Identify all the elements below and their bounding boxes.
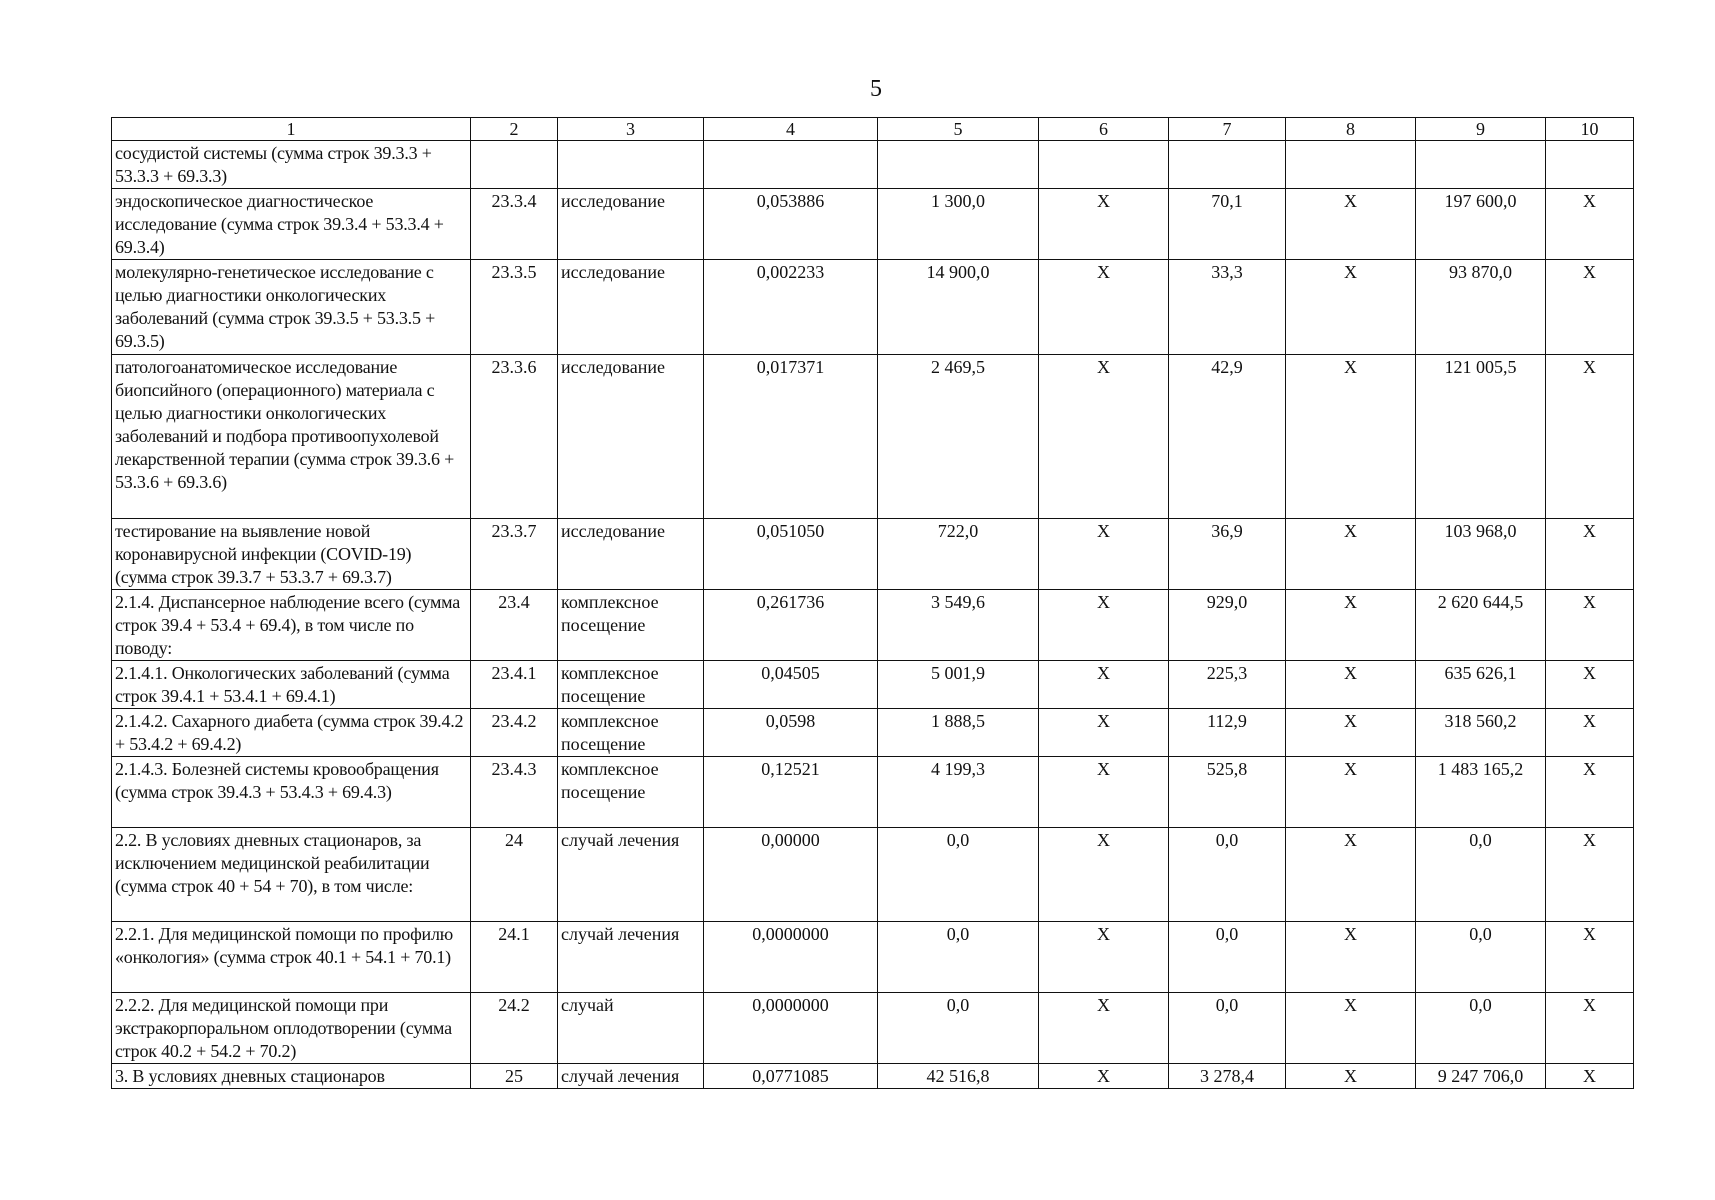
value-cell: Х	[1039, 828, 1169, 922]
row-description-cell: патологоанатомическое исследование биопсийного (операционного) материала с целью диагностики онкологических заболеваний и подбора противоопухолевой лекарственной терапии (сумма строк 39.3.6 + 53.3.6 + 69.3.6)	[112, 355, 471, 519]
row-description-cell: 2.2.1. Для медицинской помощи по профилю «онкология» (сумма строк 40.1 + 54.1 + 70.1)	[112, 922, 471, 993]
value-cell: 103 968,0	[1416, 519, 1546, 590]
column-header: 7	[1169, 118, 1286, 141]
row-number-cell: 23.4.2	[471, 709, 558, 757]
column-header: 4	[704, 118, 878, 141]
row-description-cell: 2.1.4.3. Болезней системы кровообращения (сумма строк 39.4.3 + 53.4.3 + 69.4.3)	[112, 757, 471, 828]
table-row	[112, 141, 1634, 189]
value-cell: 635 626,1	[1416, 661, 1546, 709]
value-cell: 14 900,0	[878, 260, 1039, 355]
value-cell: 0,0	[1169, 922, 1286, 993]
row-description-cell: эндоскопическое диагностическое исследование (сумма строк 39.3.4 + 53.3.4 + 69.3.4)	[112, 189, 471, 260]
value-cell	[1286, 141, 1416, 189]
row-description-cell: 2.1.4.2. Сахарного диабета (сумма строк 39.4.2 + 53.4.2 + 69.4.2)	[112, 709, 471, 757]
row-number-cell	[471, 141, 558, 189]
value-cell: 42 516,8	[878, 1064, 1039, 1089]
value-cell: Х	[1546, 189, 1634, 260]
value-cell: 0,0771085	[704, 1064, 878, 1089]
value-cell: 1 483 165,2	[1416, 757, 1546, 828]
unit-cell: комплексное посещение	[558, 590, 704, 661]
value-cell: Х	[1286, 355, 1416, 519]
value-cell: 93 870,0	[1416, 260, 1546, 355]
column-header: 10	[1546, 118, 1634, 141]
value-cell: Х	[1286, 519, 1416, 590]
value-cell: Х	[1546, 519, 1634, 590]
value-cell: Х	[1286, 709, 1416, 757]
value-cell: 0,0000000	[704, 993, 878, 1064]
row-description-cell: сосудистой системы (сумма строк 39.3.3 + 53.3.3 + 69.3.3)	[112, 141, 471, 189]
row-description-cell: 2.2.2. Для медицинской помощи при экстракорпоральном оплодотворении (сумма строк 40.2 + 54.2 + 70.2)	[112, 993, 471, 1064]
unit-cell: случай лечения	[558, 828, 704, 922]
value-cell: 0,051050	[704, 519, 878, 590]
unit-cell: комплексное посещение	[558, 757, 704, 828]
value-cell: Х	[1039, 993, 1169, 1064]
row-description-cell: 3. В условиях дневных стационаров	[112, 1064, 471, 1089]
row-description-cell: 2.2. В условиях дневных стационаров, за исключением медицинской реабилитации (сумма строк 40 + 54 + 70), в том числе:	[112, 828, 471, 922]
value-cell: 0,0	[878, 828, 1039, 922]
unit-cell: исследование	[558, 355, 704, 519]
column-header: 6	[1039, 118, 1169, 141]
value-cell: 36,9	[1169, 519, 1286, 590]
value-cell: Х	[1546, 993, 1634, 1064]
value-cell: 112,9	[1169, 709, 1286, 757]
page-number: 5	[870, 76, 882, 102]
value-cell: Х	[1546, 1064, 1634, 1089]
row-number-cell: 24.2	[471, 993, 558, 1064]
value-cell: 929,0	[1169, 590, 1286, 661]
value-cell: Х	[1039, 590, 1169, 661]
value-cell: 4 199,3	[878, 757, 1039, 828]
value-cell: 1 300,0	[878, 189, 1039, 260]
row-number-cell: 25	[471, 1064, 558, 1089]
value-cell: 0,0	[878, 993, 1039, 1064]
table-row	[112, 260, 1634, 355]
value-cell: Х	[1546, 828, 1634, 922]
row-description-cell: 2.1.4. Диспансерное наблюдение всего (сумма строк 39.4 + 53.4 + 69.4), в том числе по поводу:	[112, 590, 471, 661]
value-cell: Х	[1286, 189, 1416, 260]
value-cell: 0,12521	[704, 757, 878, 828]
unit-cell	[558, 141, 704, 189]
value-cell: 0,0	[878, 922, 1039, 993]
value-cell	[1546, 141, 1634, 189]
column-header: 3	[558, 118, 704, 141]
unit-cell: случай	[558, 993, 704, 1064]
table-row	[112, 519, 1634, 590]
unit-cell: исследование	[558, 189, 704, 260]
value-cell	[704, 141, 878, 189]
unit-cell: исследование	[558, 260, 704, 355]
row-number-cell: 24	[471, 828, 558, 922]
value-cell: Х	[1039, 355, 1169, 519]
value-cell: 2 620 644,5	[1416, 590, 1546, 661]
unit-cell: комплексное посещение	[558, 709, 704, 757]
table-row	[112, 189, 1634, 260]
value-cell: 33,3	[1169, 260, 1286, 355]
row-number-cell: 23.3.5	[471, 260, 558, 355]
value-cell: Х	[1039, 519, 1169, 590]
column-header: 8	[1286, 118, 1416, 141]
value-cell: 70,1	[1169, 189, 1286, 260]
value-cell: Х	[1286, 993, 1416, 1064]
table-row	[112, 661, 1634, 709]
value-cell: 0,00000	[704, 828, 878, 922]
value-cell: Х	[1546, 590, 1634, 661]
value-cell: 0,002233	[704, 260, 878, 355]
value-cell: Х	[1286, 922, 1416, 993]
value-cell: 0,0	[1169, 828, 1286, 922]
value-cell: 42,9	[1169, 355, 1286, 519]
value-cell: Х	[1286, 260, 1416, 355]
row-number-cell: 23.4	[471, 590, 558, 661]
value-cell: 121 005,5	[1416, 355, 1546, 519]
table-row	[112, 590, 1634, 661]
table-row	[112, 757, 1634, 828]
value-cell	[1169, 141, 1286, 189]
row-number-cell: 23.3.7	[471, 519, 558, 590]
row-number-cell: 24.1	[471, 922, 558, 993]
value-cell: 722,0	[878, 519, 1039, 590]
value-cell: Х	[1039, 661, 1169, 709]
value-cell: Х	[1546, 709, 1634, 757]
value-cell: Х	[1039, 1064, 1169, 1089]
value-cell: Х	[1546, 922, 1634, 993]
value-cell: Х	[1286, 828, 1416, 922]
value-cell: Х	[1546, 757, 1634, 828]
table-row	[112, 828, 1634, 922]
table-row	[112, 1064, 1634, 1089]
value-cell: 1 888,5	[878, 709, 1039, 757]
value-cell: Х	[1039, 709, 1169, 757]
value-cell: 3 549,6	[878, 590, 1039, 661]
value-cell: 0,0	[1416, 922, 1546, 993]
row-number-cell: 23.4.3	[471, 757, 558, 828]
value-cell: Х	[1286, 661, 1416, 709]
value-cell: 5 001,9	[878, 661, 1039, 709]
value-cell: 0,0000000	[704, 922, 878, 993]
value-cell: Х	[1039, 757, 1169, 828]
value-cell: 0,0598	[704, 709, 878, 757]
table-row	[112, 355, 1634, 519]
value-cell: 0,0	[1416, 993, 1546, 1064]
unit-cell: исследование	[558, 519, 704, 590]
value-cell	[1416, 141, 1546, 189]
table-row	[112, 993, 1634, 1064]
value-cell: Х	[1546, 661, 1634, 709]
value-cell	[1039, 141, 1169, 189]
row-description-cell: 2.1.4.1. Онкологических заболеваний (сумма строк 39.4.1 + 53.4.1 + 69.4.1)	[112, 661, 471, 709]
value-cell: 225,3	[1169, 661, 1286, 709]
value-cell: 0,04505	[704, 661, 878, 709]
value-cell	[878, 141, 1039, 189]
value-cell: 0,0	[1416, 828, 1546, 922]
value-cell: 525,8	[1169, 757, 1286, 828]
column-header: 2	[471, 118, 558, 141]
value-cell: Х	[1286, 1064, 1416, 1089]
value-cell: 197 600,0	[1416, 189, 1546, 260]
unit-cell: комплексное посещение	[558, 661, 704, 709]
value-cell: Х	[1039, 189, 1169, 260]
row-number-cell: 23.4.1	[471, 661, 558, 709]
value-cell: 2 469,5	[878, 355, 1039, 519]
value-cell: 0,017371	[704, 355, 878, 519]
value-cell: 318 560,2	[1416, 709, 1546, 757]
value-cell: 9 247 706,0	[1416, 1064, 1546, 1089]
row-number-cell: 23.3.4	[471, 189, 558, 260]
column-header: 5	[878, 118, 1039, 141]
column-header: 9	[1416, 118, 1546, 141]
value-cell: Х	[1286, 590, 1416, 661]
row-description-cell: молекулярно-генетическое исследование с целью диагностики онкологических заболеваний (сумма строк 39.3.5 + 53.3.5 + 69.3.5)	[112, 260, 471, 355]
unit-cell: случай лечения	[558, 1064, 704, 1089]
table-row	[112, 922, 1634, 993]
value-cell: 3 278,4	[1169, 1064, 1286, 1089]
row-description-cell: тестирование на выявление новой коронавирусной инфекции (COVID-19) (сумма строк 39.3.7 + 53.3.7 + 69.3.7)	[112, 519, 471, 590]
value-cell: 0,0	[1169, 993, 1286, 1064]
value-cell: Х	[1039, 260, 1169, 355]
column-header: 1	[112, 118, 471, 141]
table-row	[112, 709, 1634, 757]
unit-cell: случай лечения	[558, 922, 704, 993]
table-header-row	[112, 118, 1634, 141]
value-cell: 0,053886	[704, 189, 878, 260]
row-number-cell: 23.3.6	[471, 355, 558, 519]
data-table	[111, 117, 1634, 1089]
value-cell: Х	[1546, 260, 1634, 355]
value-cell: 0,261736	[704, 590, 878, 661]
value-cell: Х	[1286, 757, 1416, 828]
value-cell: Х	[1546, 355, 1634, 519]
value-cell: Х	[1039, 922, 1169, 993]
